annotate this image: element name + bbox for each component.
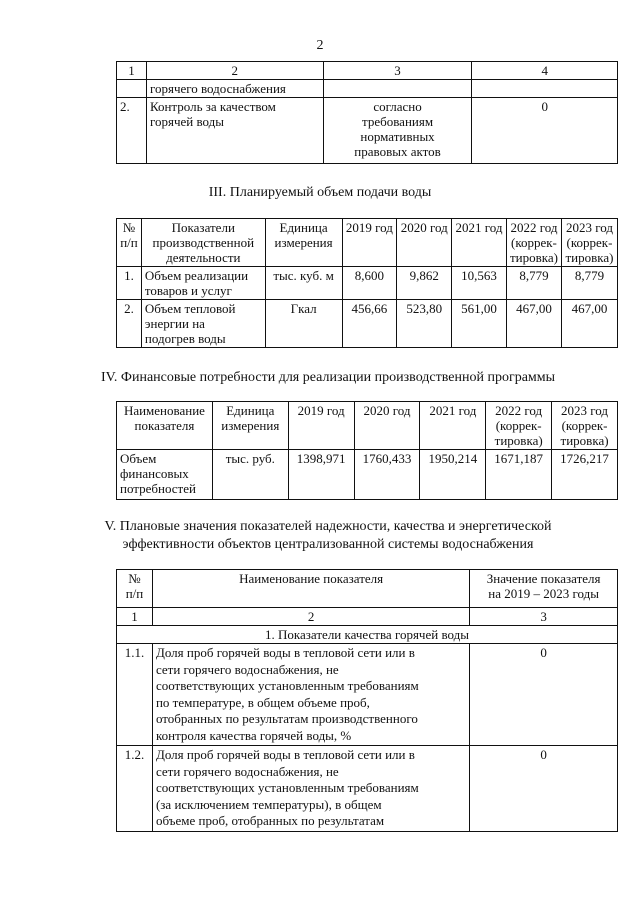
- section3-title: III. Планируемый объем подачи воды: [208, 185, 432, 200]
- indicators-table: № п/п Наименование показателя Значение показателя на 2019 – 2023 годы 1 2 3 1. Показатели качества горячей воды 1.1. Доля проб горячей воды в тепловой сети или в сети горячего водоснабжения, не соответствующих установленным требованиям по температуре, в общем объеме проб, отобранных по результатам производственного контроля качества горячей воды, % 0 1.2. Доля проб горячей воды в тепловой сети или в сети горячего водоснабжения, не соответствующих установленным требованиям (за исключением температуры), в общем объеме проб, отобранных по результатам 0: [116, 569, 618, 832]
- col-num-3: 3: [323, 62, 472, 80]
- finance-table: Наименование показателя Единица измерения 2019 год 2020 год 2021 год 2022 год (коррек- тировка) 2023 год (коррек- тировка) Объем финансовых потребностей тыс. руб. 1398,971 1760,433 1950,214 1671,187 1726,217: [116, 401, 618, 500]
- col-num-2: 2: [146, 62, 323, 80]
- water-volume-table: № п/п Показатели производственной деятельности Единица измерения 2019 год 2020 год 2021 год 2022 год (коррек- тировка) 2023 год (коррек- тировка) 1. Объем реализации товаров и услуг тыс. куб. м 8,600 9,862 10,563 8,779 8,779 2. Объем тепловой энергии на подогрев воды Гкал 456,66 523,80 561,00 467,00 467,00: [116, 218, 618, 348]
- table-row: 2. Объем тепловой энергии на подогрев воды Гкал 456,66 523,80 561,00 467,00 467,00: [117, 300, 618, 348]
- section5-title-line1: V. Плановые значения показателей надежности, качества и энергетической: [104, 519, 552, 534]
- table-row: 1.1. Доля проб горячей воды в тепловой сети или в сети горячего водоснабжения, не соответствующих установленным требованиям по температуре, в общем объеме проб, отобранных по результатам производственного контроля качества горячей воды, % 0: [117, 644, 618, 746]
- row-value: 0: [472, 98, 618, 164]
- table-row: 1. Объем реализации товаров и услуг тыс. куб. м 8,600 9,862 10,563 8,779 8,779: [117, 267, 618, 300]
- col-num-4: 4: [472, 62, 618, 80]
- continuation-text: горячего водоснабжения: [146, 80, 323, 98]
- page-number: 2: [316, 38, 324, 53]
- table-row: Объем финансовых потребностей тыс. руб. 1398,971 1760,433 1950,214 1671,187 1726,217: [117, 450, 618, 500]
- section4-title: IV. Финансовые потребности для реализации производственной программы: [100, 370, 556, 385]
- col-num-1: 1: [117, 62, 147, 80]
- group-title: 1. Показатели качества горячей воды: [117, 626, 618, 644]
- row-basis: согласно требованиям нормативных правовых актов: [323, 98, 472, 164]
- table-row: 1.2. Доля проб горячей воды в тепловой сети или в сети горячего водоснабжения, не соответствующих установленным требованиям (за исключением температуры), в общем объеме проб, отобранных по результатам 0: [117, 746, 618, 832]
- continuation-table: [116, 61, 618, 164]
- row-number: 2.: [117, 98, 147, 164]
- section5-title-line2: эффективности объектов централизованной системы водоснабжения: [122, 537, 534, 552]
- row-name: Контроль за качеством горячей воды: [146, 98, 323, 164]
